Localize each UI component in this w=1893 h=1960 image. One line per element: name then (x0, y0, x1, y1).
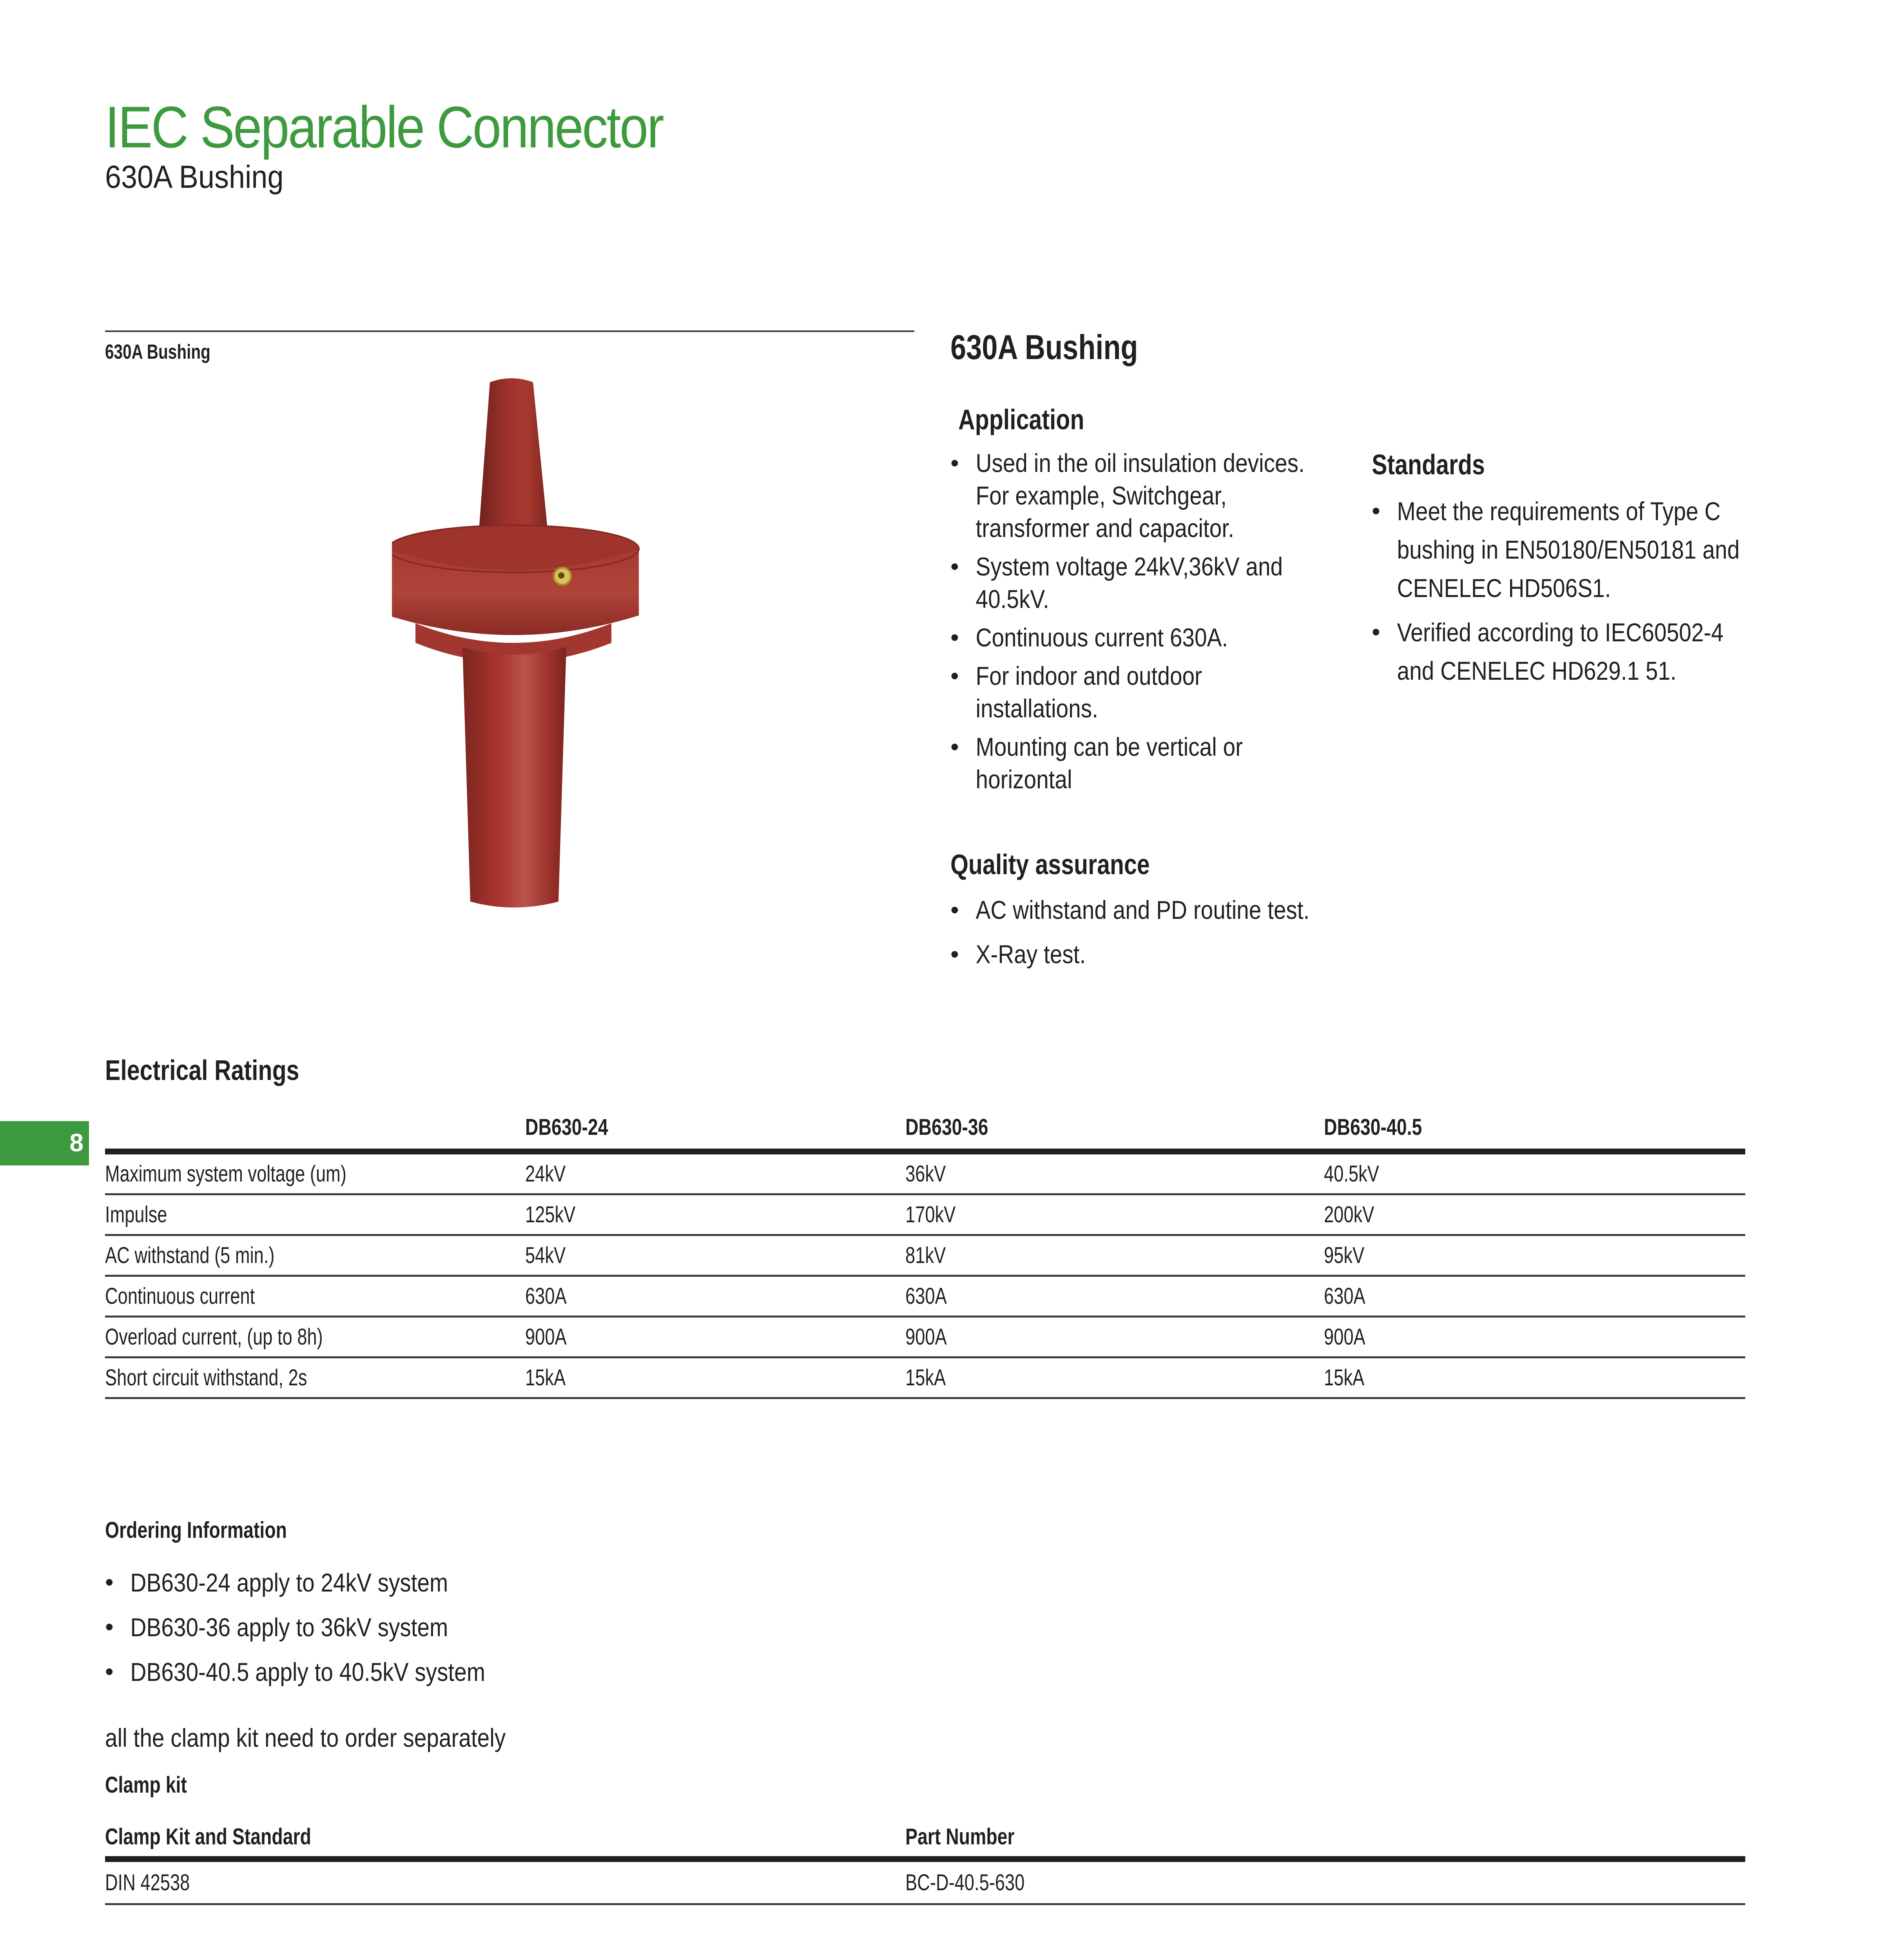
list-item: • Used in the oil insulation devices. For example, Switchgear, transformer and capacitor. (950, 447, 1382, 544)
table-cell: 630A (905, 1276, 1324, 1317)
list-item: • AC withstand and PD routine test. (950, 894, 1538, 926)
list-item: • DB630-40.5 apply to 40.5kV system (105, 1655, 889, 1688)
table-cell: 630A (1324, 1276, 1745, 1317)
row-label: Overload current, (up to 8h) (105, 1317, 525, 1357)
table-cell: 95kV (1324, 1235, 1745, 1276)
table-cell: 200kV (1324, 1194, 1745, 1235)
clamp-note: all the clamp kit need to order separately (105, 1723, 506, 1752)
table-cell: 15kA (525, 1357, 905, 1398)
bullet-icon: • (950, 662, 959, 690)
table-row (105, 1859, 1745, 1904)
ordering-heading: Ordering Information (105, 1517, 287, 1543)
bushing-top-cone (478, 378, 549, 541)
table-cell: 125kV (525, 1194, 905, 1235)
table-row (105, 1235, 1745, 1276)
bullet-icon: • (1372, 497, 1380, 524)
product-title: 630A Bushing (950, 328, 1138, 367)
page-title: IEC Separable Connector (105, 94, 663, 160)
bullet-icon: • (950, 553, 959, 580)
quality-list (950, 894, 1538, 982)
bushing-lower-cone (462, 647, 566, 907)
table-cell: 24kV (525, 1152, 905, 1194)
section-number: 8 (69, 1129, 83, 1157)
bullet-icon: • (950, 450, 959, 477)
table-cell: 900A (905, 1317, 1324, 1357)
list-item: • Continuous current 630A. (950, 621, 1382, 654)
row-label: AC withstand (5 min.) (105, 1235, 525, 1276)
table-cell: 630A (525, 1276, 905, 1317)
list-item: • DB630-24 apply to 24kV system (105, 1566, 889, 1599)
row-label: Continuous current (105, 1276, 525, 1317)
table-cell: 15kA (1324, 1357, 1745, 1398)
ordering-list (105, 1566, 889, 1700)
list-item: • For indoor and outdoor installations. (950, 660, 1382, 725)
figure-divider (105, 330, 914, 332)
table-header-row (105, 1105, 1745, 1152)
table-cell: 900A (525, 1317, 905, 1357)
bullet-icon: • (950, 897, 959, 924)
table-row (105, 1276, 1745, 1317)
column-header (105, 1105, 525, 1152)
table-cell: BC-D-40.5-630 (905, 1859, 1745, 1904)
table-row (105, 1194, 1745, 1235)
table-cell: 36kV (905, 1152, 1324, 1194)
row-label: Maximum system voltage (um) (105, 1152, 525, 1194)
bullet-icon: • (950, 941, 959, 968)
column-header: Clamp Kit and Standard (105, 1817, 905, 1859)
column-header: DB630-24 (525, 1105, 905, 1152)
application-list (950, 447, 1382, 802)
ratings-heading: Electrical Ratings (105, 1055, 299, 1086)
figure-caption: 630A Bushing (105, 341, 210, 363)
list-item: • Verified according to IEC60502-4 and CENELEC HD629.1 51. (1372, 613, 1803, 690)
table-cell: 900A (1324, 1317, 1745, 1357)
list-item: • DB630-36 apply to 36kV system (105, 1611, 889, 1644)
bullet-icon: • (105, 1658, 114, 1685)
bushing-illustration (392, 372, 674, 913)
bullet-icon: • (105, 1569, 114, 1596)
page-subtitle: 630A Bushing (105, 159, 284, 195)
column-header: DB630-40.5 (1324, 1105, 1745, 1152)
bullet-icon: • (105, 1613, 114, 1641)
bullet-icon: • (950, 733, 959, 760)
ratings-table (105, 1105, 1745, 1399)
bullet-icon: • (1372, 619, 1380, 646)
clamp-kit-table (105, 1817, 1745, 1905)
column-header: Part Number (905, 1817, 1745, 1859)
row-label: Impulse (105, 1194, 525, 1235)
standards-heading: Standards (1372, 449, 1485, 481)
table-cell: 40.5kV (1324, 1152, 1745, 1194)
list-item: • System voltage 24kV,36kV and 40.5kV. (950, 550, 1382, 615)
table-header-row (105, 1817, 1745, 1859)
table-row (105, 1317, 1745, 1357)
table-cell: DIN 42538 (105, 1859, 905, 1904)
list-item: • X-Ray test. (950, 938, 1538, 971)
application-heading: Application (958, 404, 1084, 436)
column-header: DB630-36 (905, 1105, 1324, 1152)
table-cell: 81kV (905, 1235, 1324, 1276)
standards-list (1372, 492, 1803, 696)
row-label: Short circuit withstand, 2s (105, 1357, 525, 1398)
list-item: • Meet the requirements of Type C bushing in EN50180/EN50181 and CENELEC HD506S1. (1372, 492, 1803, 607)
table-cell: 170kV (905, 1194, 1324, 1235)
table-cell: 54kV (525, 1235, 905, 1276)
quality-heading: Quality assurance (950, 849, 1150, 880)
product-image (392, 372, 674, 913)
bullet-icon: • (950, 624, 959, 651)
section-tab (0, 1121, 89, 1165)
table-row (105, 1357, 1745, 1398)
list-item: • Mounting can be vertical or horizontal (950, 731, 1382, 796)
table-row (105, 1152, 1745, 1194)
clamp-kit-heading: Clamp kit (105, 1772, 187, 1798)
table-cell: 15kA (905, 1357, 1324, 1398)
